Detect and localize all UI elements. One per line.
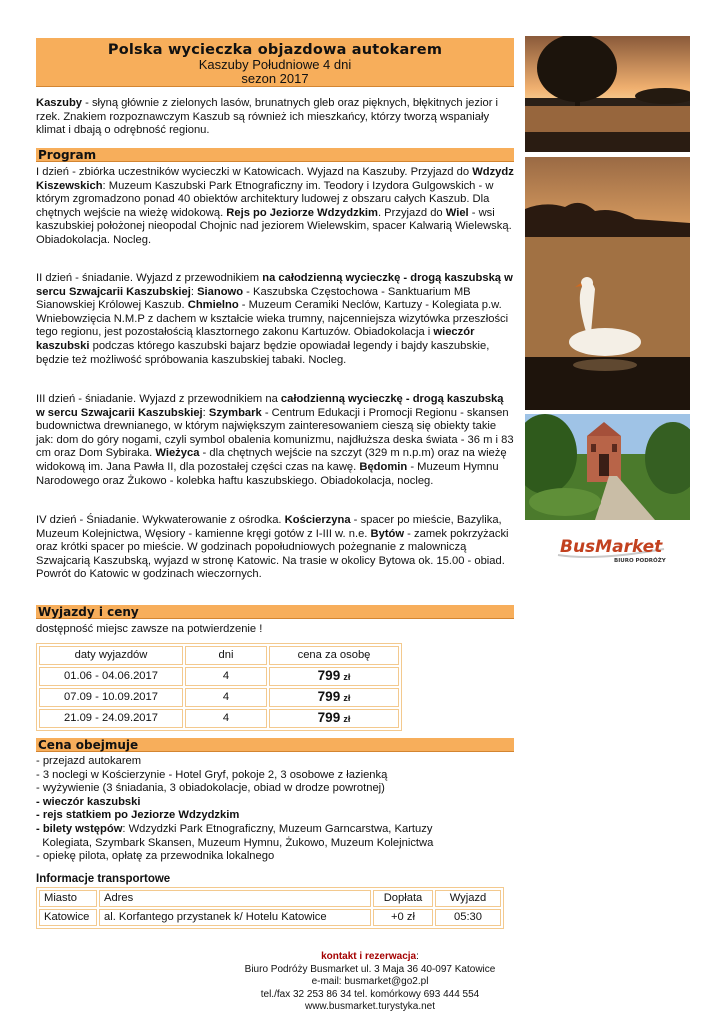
row-city: Katowice — [39, 909, 97, 926]
item-bold: - wieczór kaszubski — [36, 795, 141, 808]
item-text: : Wdzydzki Park Etnograficzny, Muzeum Garncarstwa, Kartuzy — [122, 822, 433, 835]
row-price-cell — [269, 709, 399, 728]
row-dates: 21.09 - 24.09.2017 — [39, 709, 183, 728]
row-time: 05:30 — [435, 909, 501, 926]
day1-text-c: : Muzeum Kaszubski Park Etnograficzny im. Teodory i Izydora Gulgowskich - w którym zgromadzono ponad 40 obiektów architektury ludowej z obszaru całych Kaszub. Dla chętnych wejście na wieżę widokową. — [36, 179, 494, 219]
row-currency: zł — [343, 713, 351, 724]
row-dates: 07.09 - 10.09.2017 — [39, 688, 183, 707]
day2-text-e: - Muzeum Ceramiki Neclów, Kartuzy - Kolegiata p.w. Wniebowzięcia N.M.P z dachem w kształcie wieka trumny, najcenniejsza wizytówka przeszłości tego regionu, jest pozostałością klasztornego zakonu Kartuzów. Obiadokolacja i — [36, 299, 509, 339]
day1-paragraph — [36, 166, 514, 248]
day3-bold-2: Szymbark — [208, 406, 262, 419]
table-row — [39, 667, 399, 686]
day1-text-e: - wsi kaszubskiej położonej nieopodal Chojnic nad jeziorem Wielewskim, spacer Kalwarią Wielewską. Obiadokolacja. Nocleg. — [36, 206, 512, 246]
day3-text-d: - Centrum Edukacji i Promocji Regionu - skansen budownictwa drewnianego, w którym największym zainteresowaniem cieszą się obiekty takie jak: dom do góry nogami, czyli symbol obalenia komunizmu, najdłuższa deska świata - 36 m i 83 cm oraz Dom Sybiraka. — [36, 406, 514, 460]
contact-website[interactable]: www.busmarket.turystyka.net — [304, 1001, 436, 1012]
day1-bold-1: Wdzydz Kiszewskich — [36, 166, 514, 192]
contact-address: Biuro Podróży Busmarket ul. 3 Maja 36 40-097 Katowice — [244, 963, 496, 975]
contact-heading-line — [180, 951, 560, 964]
day4-paragraph — [36, 514, 514, 582]
day3-bold-1: całodzienną wycieczkę - drogą kaszubską w sercu Szwajcarii Kaszubskiej — [36, 393, 504, 419]
page-title: Polska wycieczka objazdowa autokarem — [107, 42, 443, 58]
day4-text-a: IV dzień - Śniadanie. Wykwaterowanie z ośrodka. — [36, 514, 285, 526]
transport-header-row — [39, 890, 501, 907]
col-header-days: dni — [185, 646, 267, 665]
contact-email[interactable]: e-mail: busmarket@go2.pl — [311, 976, 429, 987]
logo-tagline: BIURO PODRÓŻY — [614, 558, 666, 564]
row-address: al. Korfantego przystanek k/ Hotelu Katowice — [99, 909, 371, 926]
row-days: 4 — [185, 667, 267, 686]
row-price-cell — [269, 667, 399, 686]
day2-bold-3: Chmielno — [187, 299, 239, 312]
list-item — [36, 769, 514, 783]
row-currency: zł — [343, 671, 351, 682]
row-currency: zł — [343, 692, 351, 703]
busmarket-logo-image — [556, 535, 668, 565]
col-header-price: cena za osobę — [269, 646, 399, 665]
table-row — [39, 688, 399, 707]
row-price: 799 — [317, 709, 341, 725]
list-item — [36, 837, 514, 851]
season-label: sezon 2017 — [241, 71, 309, 86]
swan-image — [525, 157, 690, 410]
col-header-time: Wyjazd — [435, 890, 501, 907]
day2-text-a: II dzień - śniadanie. Wyjazd z przewodnikiem — [36, 272, 263, 284]
day2-text-f: podczas którego kaszubski bajarz będzie opowiadał legendy i bajdy kaszubskie, będzie też możliwość spróbowania kaszubskiej tabaki. Nocleg. — [36, 339, 490, 366]
day3-text-c: : — [202, 406, 209, 419]
day2-paragraph — [36, 272, 514, 367]
table-row — [39, 709, 399, 728]
day3-bold-4: Będomin — [359, 460, 408, 473]
title-box — [36, 38, 514, 87]
row-price-cell — [269, 688, 399, 707]
lake-sunset-photo — [525, 36, 690, 152]
transport-table — [36, 887, 504, 929]
transport-heading: Informacje transportowe — [36, 873, 171, 885]
day3-text-f: - Muzeum Hymnu Narodowego oraz Żukowo - kolebka haftu kaszubskiego. Obiadokolacja, nocleg. — [36, 460, 499, 487]
list-item — [36, 823, 514, 837]
item-text: - 3 noclegi w Kościerzynie - Hotel Gryf, pokoje 2, 3 osobowe z łazienką — [36, 768, 388, 781]
program-heading: Program — [36, 148, 514, 162]
row-days: 4 — [185, 688, 267, 707]
day2-text-d: - Kaszubska Częstochowa - Sanktuarium MB Sianowskiej Królowej Kaszub. — [36, 285, 471, 312]
row-price: 799 — [317, 688, 341, 704]
day1-text-a: I dzień - zbiórka uczestników wycieczki w Katowicach. Wyjazd na Kaszuby. Przyjazd do — [36, 166, 473, 178]
item-text: - wyżywienie (3 śniadania, 3 obiadokolacje, obiad w drodze powrotnej) — [36, 782, 385, 795]
day2-bold-1: na całodzienną wycieczkę - drogą kaszubską w sercu Szwajcarii Kaszubskiej — [36, 272, 513, 298]
day3-text-a: III dzień - śniadanie. Wyjazd z przewodnikiem na — [36, 393, 281, 405]
row-days: 4 — [185, 709, 267, 728]
prices-heading: Wyjazdy i ceny — [36, 605, 514, 619]
table-row — [39, 909, 501, 926]
list-item — [36, 796, 514, 810]
item-text: - przejazd autokarem — [36, 755, 142, 767]
contact-phone: tel./fax 32 253 86 34 tel. komórkowy 693 444 554 — [260, 988, 480, 1000]
logo-name: BusMarket — [560, 537, 663, 557]
row-fee: +0 zł — [373, 909, 433, 926]
day3-paragraph — [36, 393, 514, 488]
list-item — [36, 850, 514, 864]
item-text: Kolegiata, Szymbark Skansen, Muzeum Hymnu, Żukowo, Muzeum Kolejnictwa — [36, 836, 434, 849]
list-item — [36, 755, 514, 769]
page-subtitle: Kaszuby Południowe 4 dni — [198, 57, 352, 72]
church-image — [525, 414, 690, 520]
prices-table — [36, 643, 402, 731]
day1-bold-3: Wiel — [445, 206, 469, 219]
lake-sunset-image — [525, 36, 690, 152]
col-header-city: Miasto — [39, 890, 97, 907]
col-header-dates: daty wyjazdów — [39, 646, 183, 665]
col-header-address: Adres — [99, 890, 371, 907]
day4-bold-1: Kościerzyna — [284, 514, 351, 526]
contact-heading: kontakt i rezerwacja — [321, 951, 417, 962]
intro-paragraph — [36, 97, 514, 138]
day2-text-c: : — [190, 285, 198, 298]
day2-bold-4: wieczór kaszubski — [36, 326, 475, 352]
day1-bold-2: Rejs po Jeziorze Wdzydzkim — [226, 206, 378, 219]
day3-text-e: - dla chętnych wejście na szczyt (329 m n.p.m) oraz na wieżę widokową im. Jana Pawła II, dla pozostałej części czas na kawę. — [36, 447, 507, 473]
contact-block — [180, 951, 560, 1014]
day4-text-e: Powrót do Katowic w godzinach wieczornych. — [36, 568, 262, 581]
day2-bold-2: Sianowo — [197, 285, 244, 298]
day4-text-d: - zamek pokrzyżacki oraz krótki spacer po mieście. W godzinach popołudniowych pożegnanie z malowniczą Szwajcarią Kaszubską, wyjazd w stronę Katowic. Na trasie w okolicy Bytowa ok. 15.00 - obiad. — [36, 527, 509, 567]
includes-heading: Cena obejmuje — [36, 738, 514, 752]
swan-photo — [525, 157, 690, 410]
day4-text-c: - spacer po mieście, Bazylika, Muzeum Kolejnictwa, Węsiory - kamienne kręgi gotów z I-III w. n.e. — [36, 514, 502, 540]
col-header-fee: Dopłata — [373, 890, 433, 907]
church-photo — [525, 414, 690, 520]
list-item — [36, 809, 514, 823]
row-dates: 01.06 - 04.06.2017 — [39, 667, 183, 686]
list-item — [36, 782, 514, 796]
item-bold: - bilety wstępów — [36, 822, 123, 835]
day4-bold-2: Bytów — [370, 527, 405, 540]
intro-text: - słyną głównie z zielonych lasów, brunatnych gleb oraz pięknych, błękitnych jezior i rzek. Znakiem rozpoznawczym Kaszub są również ich mieszkańcy, którzy tworzą wspaniały klimat i dbają o odrębność regionu. — [36, 97, 499, 137]
day1-text-d: . Przyjazd do — [377, 206, 446, 219]
prices-header-row — [39, 646, 399, 665]
row-price: 799 — [317, 667, 341, 683]
includes-list — [36, 755, 514, 864]
contact-colon: : — [416, 951, 419, 962]
intro-bold: Kaszuby — [36, 97, 83, 109]
item-text: - opiekę pilota, opłatę za przewodnika lokalnego — [36, 850, 275, 863]
prices-note: dostępność miejsc zawsze na potwierdzenie ! — [36, 623, 263, 635]
item-bold: - rejs statkiem po Jeziorze Wdzydzkim — [36, 809, 240, 822]
busmarket-logo — [556, 535, 668, 565]
day3-bold-3: Wieżyca — [155, 447, 200, 460]
